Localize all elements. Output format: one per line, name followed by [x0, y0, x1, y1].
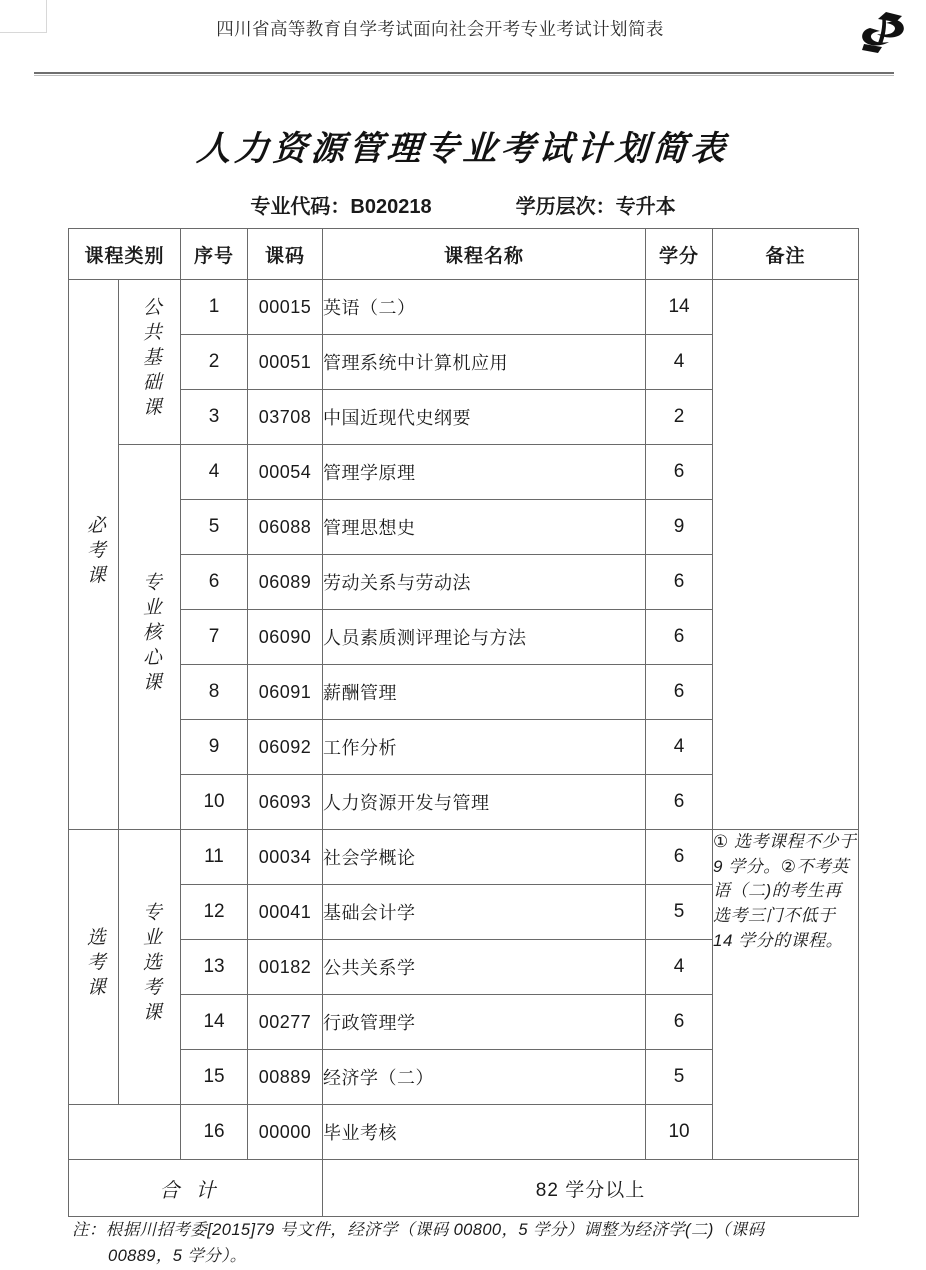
total-label: 合计	[69, 1160, 323, 1217]
page-title: 人力资源管理专业考试计划简表	[195, 131, 731, 168]
table-total-row	[69, 1160, 859, 1217]
row-course-name: 社会学概论	[323, 830, 646, 885]
column-header-code: 课码	[248, 229, 323, 280]
row-credit: 4	[646, 720, 713, 775]
row-code: 00054	[248, 445, 323, 500]
degree-level-label: 学历层次：专升本	[515, 196, 676, 218]
subcategory-major-core-label: 专业核心课	[139, 571, 161, 698]
row-code: 06092	[248, 720, 323, 775]
row-credit: 6	[646, 775, 713, 830]
row-credit: 10	[646, 1105, 713, 1160]
row-code: 00034	[248, 830, 323, 885]
row-code: 06093	[248, 775, 323, 830]
category-empty-graduation	[69, 1105, 181, 1160]
row-seq: 1	[181, 280, 248, 335]
exam-plan-table	[68, 228, 859, 1217]
row-credit: 6	[646, 665, 713, 720]
row-seq: 4	[181, 445, 248, 500]
column-header-remark: 备注	[713, 229, 859, 280]
row-code: 03708	[248, 390, 323, 445]
row-course-name: 经济学（二）	[323, 1050, 646, 1105]
row-course-name: 人力资源开发与管理	[323, 775, 646, 830]
footnote-line-2: 00889，5 学分）。	[108, 1246, 247, 1265]
table-row	[69, 280, 859, 335]
column-header-category: 课程类别	[69, 229, 181, 280]
row-credit: 6	[646, 995, 713, 1050]
category-elective-label: 选考课	[83, 926, 105, 1003]
row-credit: 4	[646, 940, 713, 995]
row-course-name: 管理学原理	[323, 445, 646, 500]
row-seq: 9	[181, 720, 248, 775]
row-course-name: 毕业考核	[323, 1105, 646, 1160]
row-seq: 2	[181, 335, 248, 390]
row-code: 00051	[248, 335, 323, 390]
row-credit: 9	[646, 500, 713, 555]
subcategory-major-elective-label: 专业选考课	[139, 901, 161, 1028]
remark-empty-required	[713, 280, 859, 830]
row-seq: 13	[181, 940, 248, 995]
row-code: 00041	[248, 885, 323, 940]
row-credit: 6	[646, 445, 713, 500]
row-credit: 6	[646, 830, 713, 885]
column-header-name: 课程名称	[323, 229, 646, 280]
row-code: 06091	[248, 665, 323, 720]
row-credit: 4	[646, 335, 713, 390]
document-footnote	[72, 1218, 872, 1269]
row-code: 00015	[248, 280, 323, 335]
row-course-name: 英语（二）	[323, 280, 646, 335]
row-course-name: 人员素质测评理论与方法	[323, 610, 646, 665]
row-course-name: 管理系统中计算机应用	[323, 335, 646, 390]
subcategory-major-core	[119, 445, 181, 830]
category-required-label: 必考课	[83, 513, 105, 591]
category-required	[69, 280, 119, 830]
row-code: 00182	[248, 940, 323, 995]
row-code: 06088	[248, 500, 323, 555]
column-header-credit: 学分	[646, 229, 713, 280]
row-credit: 5	[646, 885, 713, 940]
row-course-name: 管理思想史	[323, 500, 646, 555]
row-credit: 5	[646, 1050, 713, 1105]
row-seq: 10	[181, 775, 248, 830]
row-seq: 3	[181, 390, 248, 445]
subcategory-major-elective	[119, 830, 181, 1105]
header-divider-rule	[34, 72, 894, 76]
document-running-header	[0, 16, 926, 60]
subcategory-public-basic-label: 公共基础课	[139, 296, 161, 423]
row-seq: 16	[181, 1105, 248, 1160]
row-code: 00277	[248, 995, 323, 1050]
row-seq: 8	[181, 665, 248, 720]
subcategory-public-basic	[119, 280, 181, 445]
category-elective	[69, 830, 119, 1105]
row-code: 00000	[248, 1105, 323, 1160]
row-credit: 14	[646, 280, 713, 335]
row-code: 00889	[248, 1050, 323, 1105]
row-seq: 7	[181, 610, 248, 665]
document-subtitle	[0, 190, 926, 219]
row-course-name: 行政管理学	[323, 995, 646, 1050]
row-course-name: 工作分析	[323, 720, 646, 775]
row-course-name: 中国近现代史纲要	[323, 390, 646, 445]
running-header-title: 四川省高等教育自学考试面向社会开考专业考试计划简表	[216, 19, 664, 39]
column-header-seq: 序号	[181, 229, 248, 280]
remark-elective-note: ① 选考课程不少于 9 学分。②不考英语（二)的考生再选考三门不低于 14 学分的课程。	[713, 830, 859, 1160]
row-seq: 11	[181, 830, 248, 885]
row-credit: 6	[646, 610, 713, 665]
row-credit: 2	[646, 390, 713, 445]
row-course-name: 薪酬管理	[323, 665, 646, 720]
row-seq: 14	[181, 995, 248, 1050]
table-row	[69, 830, 859, 885]
institution-emblem-icon	[856, 10, 910, 56]
row-seq: 15	[181, 1050, 248, 1105]
row-course-name: 公共关系学	[323, 940, 646, 995]
total-value: 82 学分以上	[323, 1160, 859, 1217]
row-code: 06090	[248, 610, 323, 665]
footnote-line-1: 注：根据川招考委[2015]79 号文件，经济学（课码 00800，5 学分）调整为经济学(二)（课码	[72, 1221, 765, 1239]
row-credit: 6	[646, 555, 713, 610]
row-seq: 6	[181, 555, 248, 610]
major-code-label: 专业代码：B020218	[250, 196, 432, 218]
row-code: 06089	[248, 555, 323, 610]
row-course-name: 基础会计学	[323, 885, 646, 940]
row-seq: 12	[181, 885, 248, 940]
row-course-name: 劳动关系与劳动法	[323, 555, 646, 610]
table-header-row	[69, 229, 859, 280]
row-seq: 5	[181, 500, 248, 555]
